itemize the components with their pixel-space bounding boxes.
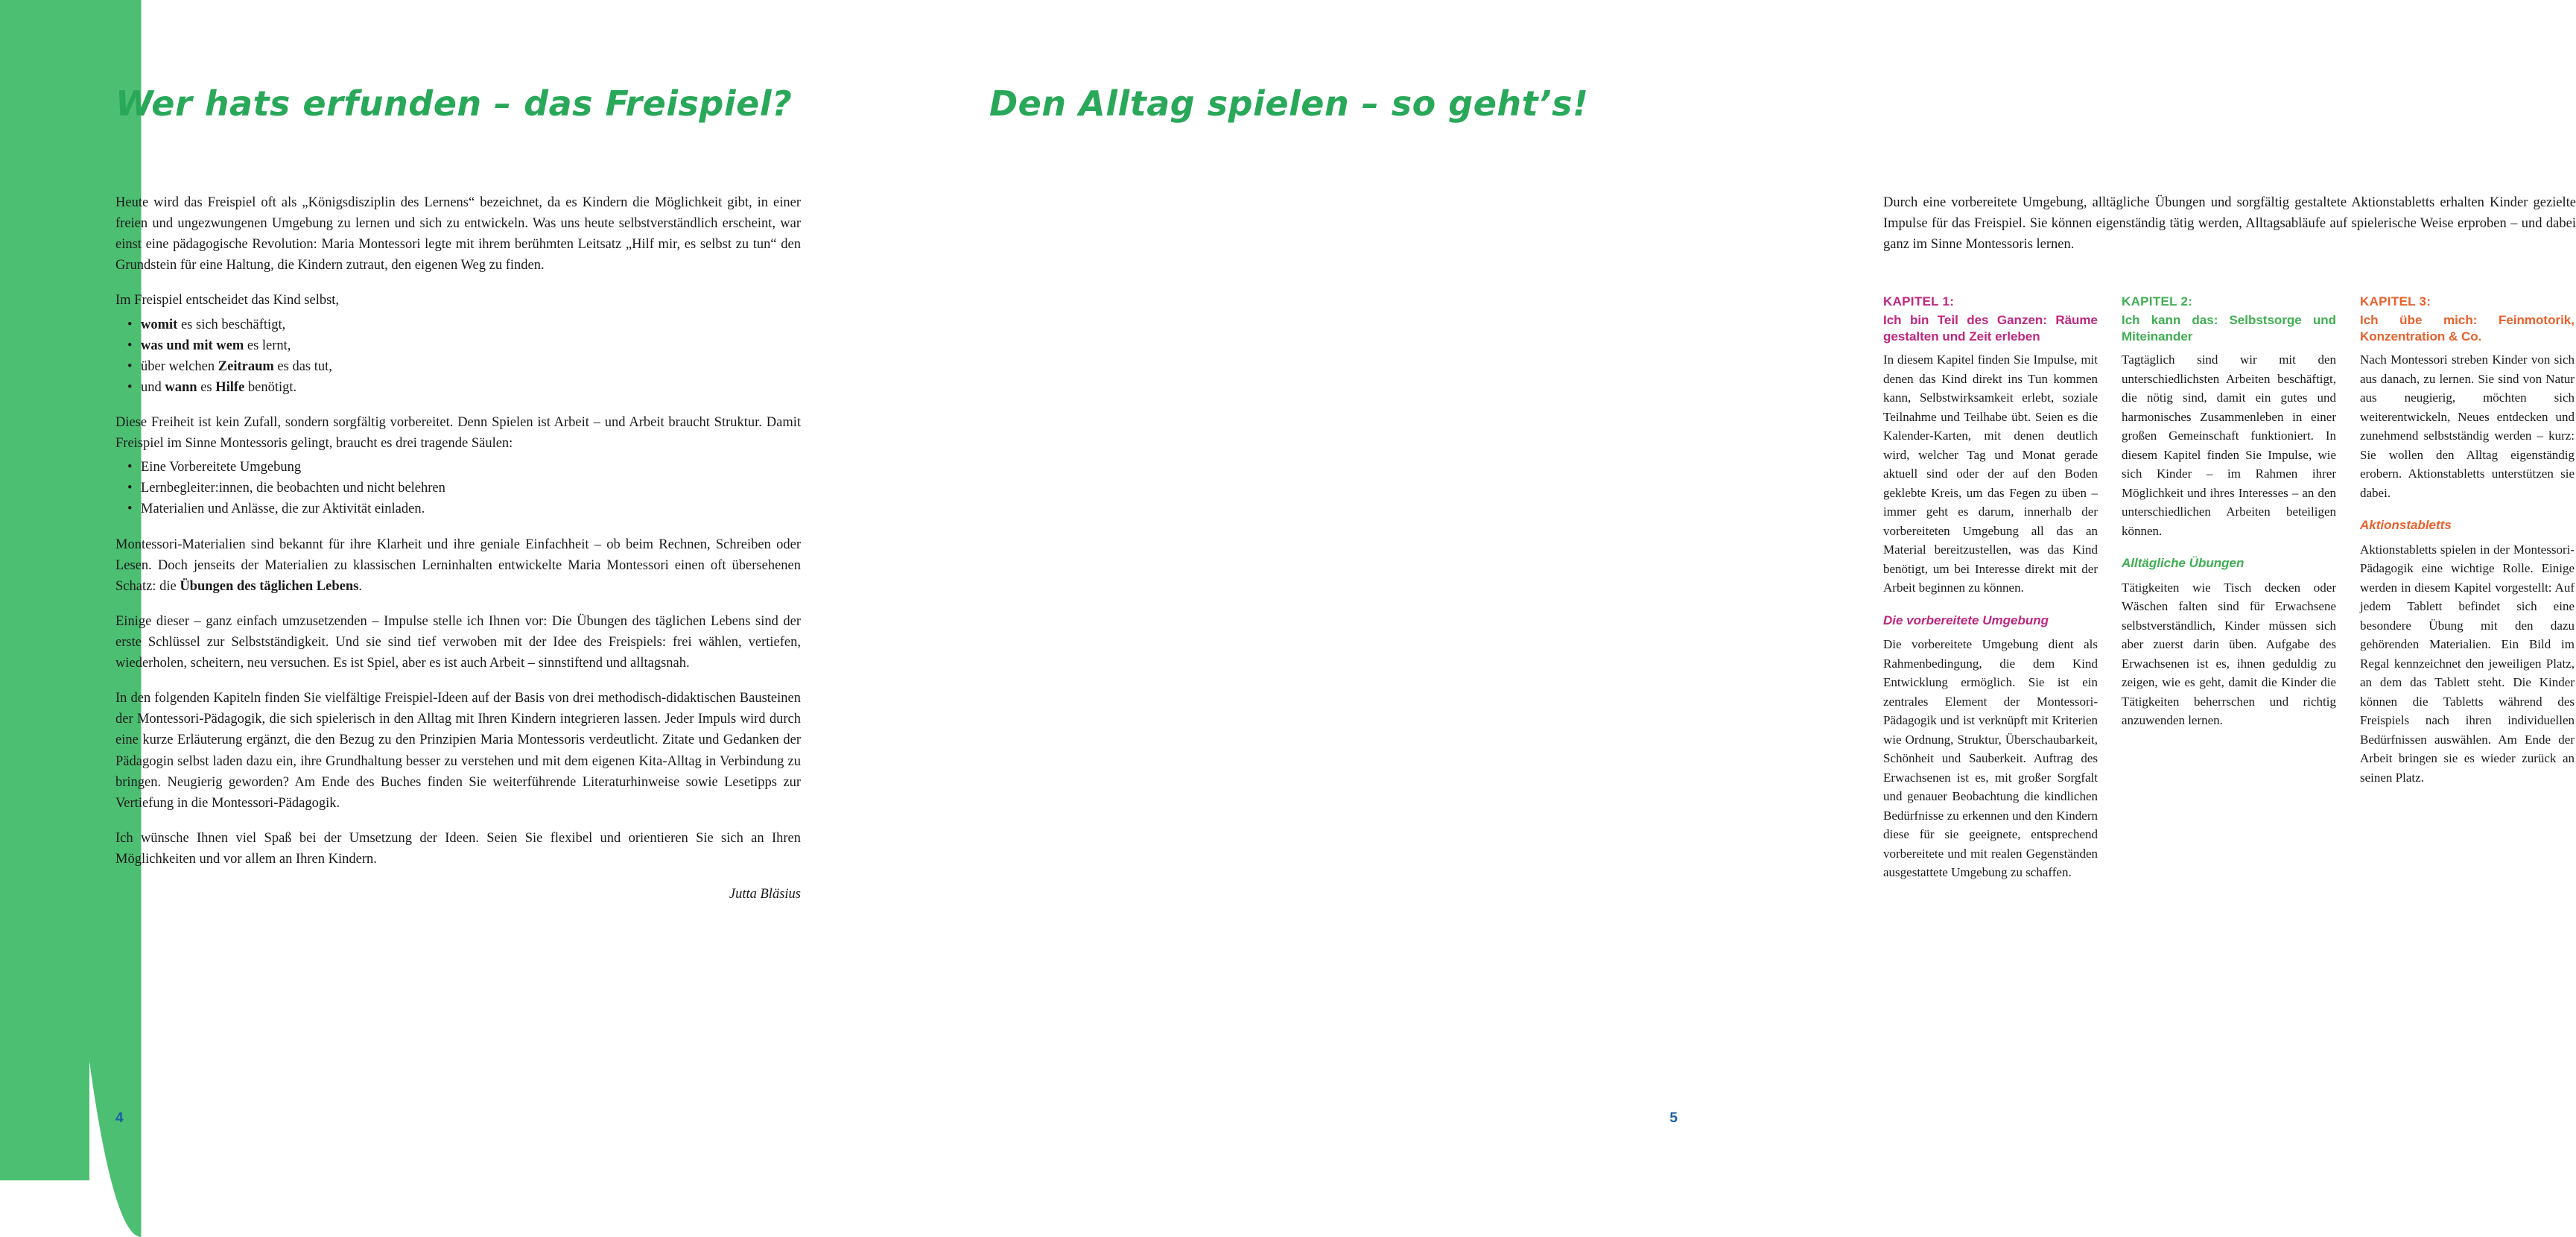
bullet-text: es lernt,	[244, 338, 291, 353]
bullet-list-saeulen	[115, 457, 801, 519]
bullet-bold-2: Hilfe	[215, 379, 245, 395]
list-item: • Eine Vorbereitete Umgebung	[141, 457, 801, 478]
paragraph-intro: Heute wird das Freispiel oft als „Königsdisziplin des Lernens“ bezeichnet, da es Kindern die Möglichkeit gibt, in einer freien und ungezwungenen Umgebung zu lernen und sich zu entwickeln. Was uns heute selbstverständlich erscheint, war einst eine pädagogische Revolution: Maria Montessori legte mit ihrem berühmten Leitsatz „Hilf mir, es selbst zu tun“ den Grundstein für eine Haltung, die Kindern zutraut, den eigenen Weg zu finden.	[115, 195, 801, 273]
chapter-subhead-1: Die vorbereitete Umgebung	[1883, 613, 2049, 627]
left-page-body	[115, 192, 801, 919]
paragraph-materialien-pre: Montessori-Materialien sind bekannt für ihre Klarheit und ihre geniale Einfachheit – ob beim Rechnen, Schreiben oder Lesen. Doch jenseits der Materialien zu klassischen Lerninhalten entwickelte Maria Montessori einen oft übersehenen Schatz: die	[115, 537, 801, 594]
chapter-label-1: KAPITEL 1:	[1883, 294, 1955, 309]
chapter-body-3b: Aktionstabletts spielen in der Montessori-Pädagogik eine wichtige Rolle. Einige werden in diesem Kapitel vorgestellt: Auf jedem Tablett befindet sich eine besondere Übung mit den dazu gehörenden Materialien. Ein Bild im Regal kennzeichnet den jeweiligen Platz, an dem das Tablett steht. Die Kinder können die Tabletts während des Freispiels nach ihren individuellen Bedürfnissen auswählen. Am Ende der Arbeit bringen sie es wieder zurück an seinen Platz.	[2360, 542, 2575, 785]
left-page	[0, 0, 894, 1180]
chapter-subhead-3: Aktionstabletts	[2360, 518, 2452, 533]
bullet-list-freispiel	[115, 314, 801, 398]
bullet-bold: Zeitraum	[218, 358, 274, 374]
chapter-column-2	[2122, 292, 2336, 890]
chapter-label-2: KAPITEL 2:	[2122, 294, 2193, 309]
chapter-body-1: In diesem Kapitel finden Sie Impulse, mit denen das Kind direkt ins Tun kommen kann, Selbstwirksamkeit erlebt, soziale Teilnahme und Teilhabe übt. Seien es die Kalender-Karten, mit denen deutlich wird, welcher Tag und Monat gerade aktuell sind oder der auf den Boden geklebte Kreis, um das Fegen zu üben – immer geht es darum, innerhalb der vorbereiteten Umgebung all das an Material bereitzustellen, was das Kind benötigt, um bei Interesse direkt mit der Arbeit beginnen zu können.	[1883, 352, 2098, 595]
page-number-left: 4	[115, 1110, 124, 1126]
chapter-body-1b: Die vorbereitete Umgebung dient als Rahmenbedingung, die dem Kind Entwicklung ermöglich. Sie ist ein zentrales Element der Montessori-Pädagogik und ist verknüpft mit Kriterien wie Ordnung, Struktur, Überschaubarkeit, Schönheit und Sauberkeit. Auftrag des Erwachsenen ist es, mit großer Sorgfalt und genauer Beobachtung die kindlichen Bedürfnisse zu erkennen und den Kindern diese für sie geeignete, entsprechend vorbereitete und mit realen Gegenständen ausgestattete Umgebung zu schaffen.	[1883, 637, 2098, 880]
bullet-bold: womit	[141, 317, 178, 332]
paragraph-kapitel-uebersicht: In den folgenden Kapiteln finden Sie vielfältige Freispiel-Ideen auf der Basis von drei methodisch-didaktischen Bausteinen der Montessori-Pädagogik, die sich spielerisch in den Alltag mit Ihren Kindern integrieren lassen. Jeder Impuls wird durch eine kurze Erläuterung ergänzt, die den Bezug zu den Prinzipien Maria Montessoris verdeutlicht. Zitate und Gedanken der Pädagogin selbst laden dazu ein, ihre Grundhaltung besser zu verstehen und mit dem eigenen Kita-Alltag in Verbindung zu bringen. Neugierig geworden? Am Ende des Buches finden Sie weiterführende Literaturhinweise sowie Lesetipps zur Vertiefung in die Montessori-Pädagogik.	[115, 691, 801, 811]
page-number-right: 5	[1669, 1110, 1678, 1126]
left-page-headline: Wer hats erfunden – das Freispiel?	[115, 83, 793, 124]
chapter-column-1	[1883, 292, 2098, 890]
chapter-columns	[1883, 292, 2576, 890]
bullet-pre: und	[141, 379, 165, 395]
paragraph-materialien-post: .	[358, 578, 362, 594]
list-item	[141, 314, 801, 335]
chapter-title-2: Ich kann das: Selbstsorge und Miteinander	[2122, 312, 2336, 344]
paragraph-saeulen-lead: Diese Freiheit ist kein Zufall, sondern sorgfältig vorbereitet. Denn Spielen ist Arbeit – und Arbeit braucht Struktur. Damit Freispiel im Sinne Montessoris gelingt, braucht es drei tragende Säulen:	[115, 414, 801, 452]
chapter-subhead-2: Alltägliche Übungen	[2122, 556, 2245, 571]
bullet-bold: wann	[165, 379, 197, 395]
list-item	[141, 377, 801, 398]
right-page	[894, 0, 2576, 1180]
bullet-text: es sich beschäftigt,	[177, 317, 286, 332]
list-item	[141, 335, 801, 356]
list-item: • Lernbegleiter:innen, die beobachten und nicht belehren	[141, 478, 801, 499]
list-item: • Materialien und Anlässe, die zur Aktivität einladen.	[141, 499, 801, 519]
paragraph-impulse: Einige dieser – ganz einfach umzusetzenden – Impulse stelle ich Ihnen vor: Die Übungen des täglichen Lebens sind der erste Schlüssel zur Selbstständigkeit. Und sie sind tief verwoben mit der Idee des Freispiels: frei wählen, vertiefen, wiederholen, scheitern, neu versuchen. Es ist Spiel, aber es ist auch Arbeit – sinnstiftend und alltagsnah.	[115, 613, 801, 671]
right-page-headline: Den Alltag spielen – so geht’s!	[989, 83, 1589, 124]
author-signature: Jutta Bläsius	[729, 887, 801, 902]
list-item	[141, 356, 801, 377]
paragraph-intro: Durch eine vorbereitete Umgebung, alltägliche Übungen und sorgfältig gestaltete Aktionstabletts erhalten Kinder gezielte Impulse für das Freispiel. Sie können eigenständig tätig werden, Alltagsabläufe auf spielerische Weise erproben – und dabei ganz im Sinne Montessoris lernen.	[1883, 195, 2576, 253]
bullet-text: es das tut,	[273, 358, 332, 374]
bullet-pre: über welchen	[141, 358, 218, 374]
chapter-title-1: Ich bin Teil des Ganzen: Räume gestalten und Zeit erleben	[1883, 312, 2098, 344]
paragraph-materialien-bold: Übungen des täglichen Lebens	[180, 578, 359, 594]
bullet-bold: was und mit wem	[141, 338, 244, 353]
chapter-body-2b: Tätigkeiten wie Tisch decken oder Wäschen falten sind für Erwachsene selbstverständlich, Kinder müssen sich aber zuerst darin üben. Aufgabe des Erwachsenen ist es, ihnen geduldig zu zeigen, wie es geht, damit die Kinder die Tätigkeiten beherrschen und richtig anzuwenden lernen.	[2122, 580, 2336, 728]
chapter-column-3	[2360, 292, 2575, 890]
bullet-mid: es	[197, 379, 216, 395]
chapter-body-2: Tagtäglich sind wir mit den unterschiedlichsten Arbeiten beschäftigt, die nötig sind, damit ein gutes und harmonisches Zusammenleben in einer großen Gemeinschaft funktioniert. In diesem Kapitel finden Sie Impulse, wie sich Kinder – im Rahmen ihrer Möglichkeit und ihres Interesses – an den unterschiedlichen Arbeiten beteiligen können.	[2122, 352, 2336, 538]
paragraph-materialien	[115, 534, 801, 597]
chapter-label-3: KAPITEL 3:	[2360, 294, 2431, 309]
chapter-title-3: Ich übe mich: Feinmotorik, Konzentration & Co.	[2360, 312, 2575, 344]
paragraph-lead-freispiel: Im Freispiel entscheidet das Kind selbst,	[115, 293, 340, 309]
paragraph-wunsch: Ich wünsche Ihnen viel Spaß bei der Umsetzung der Ideen. Seien Sie flexibel und orientieren Sie sich an Ihren Möglichkeiten und vor allem an Ihren Kindern.	[115, 830, 801, 867]
chapter-body-3: Nach Montessori streben Kinder von sich aus danach, zu lernen. Sie sind von Natur aus neugierig, möchten sich weiterentwickeln, Neues entdecken und zunehmend selbstständig werden – kurz: Sie wollen den Alltag eigenständig erobern. Aktionstabletts unterstützen sie dabei.	[2360, 352, 2575, 500]
bullet-text-2: benötigt.	[244, 379, 297, 395]
right-page-intro	[1883, 192, 2576, 269]
